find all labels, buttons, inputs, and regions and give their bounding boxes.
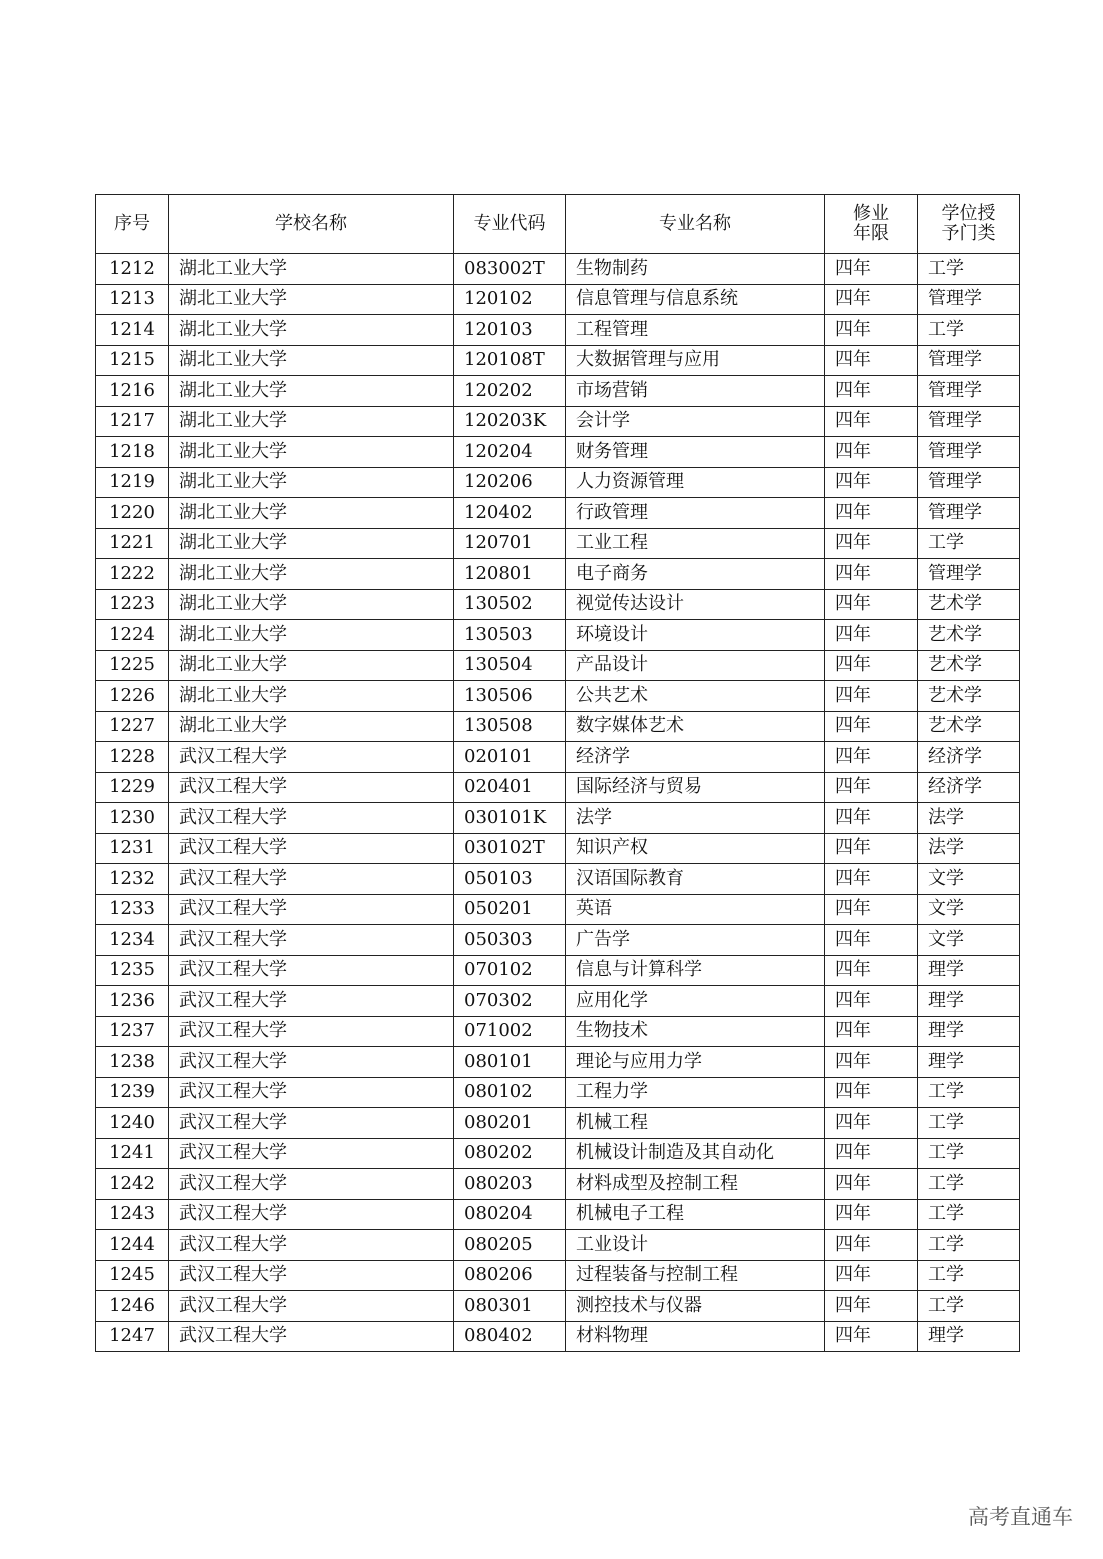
cell-degree: 文学 xyxy=(918,864,1020,895)
table-row xyxy=(96,1321,1020,1352)
cell-degree: 工学 xyxy=(918,254,1020,285)
cell-years: 四年 xyxy=(825,1321,918,1352)
cell-years: 四年 xyxy=(825,345,918,376)
cell-years: 四年 xyxy=(825,1199,918,1230)
cell-code: 130502 xyxy=(454,589,566,620)
cell-degree: 管理学 xyxy=(918,498,1020,529)
table-row xyxy=(96,1138,1020,1169)
cell-school: 武汉工程大学 xyxy=(169,894,454,925)
cell-degree: 工学 xyxy=(918,1169,1020,1200)
cell-code: 120203K xyxy=(454,406,566,437)
cell-major: 知识产权 xyxy=(566,833,825,864)
cell-seq: 1225 xyxy=(96,650,169,681)
table-row xyxy=(96,864,1020,895)
cell-seq: 1246 xyxy=(96,1291,169,1322)
cell-major: 测控技术与仪器 xyxy=(566,1291,825,1322)
cell-major: 材料成型及控制工程 xyxy=(566,1169,825,1200)
cell-years: 四年 xyxy=(825,559,918,590)
header-years-line2: 年限 xyxy=(853,223,889,244)
cell-years: 四年 xyxy=(825,498,918,529)
cell-seq: 1221 xyxy=(96,528,169,559)
header-years-line1: 修业 xyxy=(853,203,889,225)
cell-school: 湖北工业大学 xyxy=(169,437,454,468)
table-row xyxy=(96,1169,1020,1200)
table-row xyxy=(96,986,1020,1017)
cell-seq: 1242 xyxy=(96,1169,169,1200)
cell-school: 武汉工程大学 xyxy=(169,1230,454,1261)
cell-seq: 1223 xyxy=(96,589,169,620)
cell-years: 四年 xyxy=(825,284,918,315)
cell-major: 机械电子工程 xyxy=(566,1199,825,1230)
table-row xyxy=(96,345,1020,376)
cell-degree: 艺术学 xyxy=(918,650,1020,681)
header-seq: 序号 xyxy=(96,195,169,254)
cell-school: 湖北工业大学 xyxy=(169,528,454,559)
table-row xyxy=(96,955,1020,986)
cell-school: 湖北工业大学 xyxy=(169,711,454,742)
cell-major: 人力资源管理 xyxy=(566,467,825,498)
table-row xyxy=(96,1199,1020,1230)
cell-degree: 工学 xyxy=(918,315,1020,346)
cell-code: 030102T xyxy=(454,833,566,864)
cell-school: 武汉工程大学 xyxy=(169,803,454,834)
cell-seq: 1241 xyxy=(96,1138,169,1169)
cell-school: 武汉工程大学 xyxy=(169,1260,454,1291)
cell-seq: 1222 xyxy=(96,559,169,590)
cell-seq: 1229 xyxy=(96,772,169,803)
cell-school: 武汉工程大学 xyxy=(169,1016,454,1047)
cell-major: 产品设计 xyxy=(566,650,825,681)
cell-school: 武汉工程大学 xyxy=(169,1138,454,1169)
cell-major: 汉语国际教育 xyxy=(566,864,825,895)
cell-school: 湖北工业大学 xyxy=(169,254,454,285)
cell-code: 020101 xyxy=(454,742,566,773)
cell-seq: 1215 xyxy=(96,345,169,376)
cell-degree: 理学 xyxy=(918,955,1020,986)
table-row xyxy=(96,315,1020,346)
cell-degree: 工学 xyxy=(918,1108,1020,1139)
cell-seq: 1230 xyxy=(96,803,169,834)
cell-degree: 工学 xyxy=(918,1138,1020,1169)
cell-code: 080205 xyxy=(454,1230,566,1261)
cell-code: 120206 xyxy=(454,467,566,498)
cell-seq: 1247 xyxy=(96,1321,169,1352)
cell-code: 120402 xyxy=(454,498,566,529)
cell-school: 武汉工程大学 xyxy=(169,1077,454,1108)
cell-code: 020401 xyxy=(454,772,566,803)
header-row xyxy=(96,195,1020,254)
table-row xyxy=(96,620,1020,651)
cell-degree: 理学 xyxy=(918,1321,1020,1352)
cell-seq: 1234 xyxy=(96,925,169,956)
table-row xyxy=(96,589,1020,620)
cell-years: 四年 xyxy=(825,1016,918,1047)
cell-code: 120102 xyxy=(454,284,566,315)
table-row xyxy=(96,406,1020,437)
cell-code: 080206 xyxy=(454,1260,566,1291)
cell-major: 市场营销 xyxy=(566,376,825,407)
majors-table xyxy=(95,194,1020,1352)
cell-degree: 工学 xyxy=(918,1260,1020,1291)
cell-seq: 1240 xyxy=(96,1108,169,1139)
cell-seq: 1244 xyxy=(96,1230,169,1261)
cell-degree: 法学 xyxy=(918,833,1020,864)
cell-code: 070302 xyxy=(454,986,566,1017)
cell-major: 材料物理 xyxy=(566,1321,825,1352)
cell-seq: 1220 xyxy=(96,498,169,529)
cell-major: 过程装备与控制工程 xyxy=(566,1260,825,1291)
cell-years: 四年 xyxy=(825,1047,918,1078)
cell-school: 武汉工程大学 xyxy=(169,1169,454,1200)
cell-years: 四年 xyxy=(825,803,918,834)
cell-years: 四年 xyxy=(825,620,918,651)
cell-years: 四年 xyxy=(825,925,918,956)
cell-degree: 理学 xyxy=(918,1016,1020,1047)
cell-school: 湖北工业大学 xyxy=(169,315,454,346)
cell-degree: 工学 xyxy=(918,1199,1020,1230)
table-row xyxy=(96,498,1020,529)
cell-major: 工程力学 xyxy=(566,1077,825,1108)
cell-major: 数字媒体艺术 xyxy=(566,711,825,742)
cell-seq: 1212 xyxy=(96,254,169,285)
table-row xyxy=(96,528,1020,559)
cell-major: 电子商务 xyxy=(566,559,825,590)
cell-degree: 艺术学 xyxy=(918,711,1020,742)
cell-code: 083002T xyxy=(454,254,566,285)
cell-years: 四年 xyxy=(825,711,918,742)
table-row xyxy=(96,1291,1020,1322)
cell-major: 理论与应用力学 xyxy=(566,1047,825,1078)
cell-seq: 1224 xyxy=(96,620,169,651)
cell-years: 四年 xyxy=(825,864,918,895)
cell-school: 武汉工程大学 xyxy=(169,1321,454,1352)
cell-school: 武汉工程大学 xyxy=(169,1291,454,1322)
cell-years: 四年 xyxy=(825,376,918,407)
cell-major: 广告学 xyxy=(566,925,825,956)
cell-years: 四年 xyxy=(825,772,918,803)
cell-years: 四年 xyxy=(825,742,918,773)
cell-school: 湖北工业大学 xyxy=(169,681,454,712)
header-school: 学校名称 xyxy=(169,195,454,254)
cell-seq: 1219 xyxy=(96,467,169,498)
cell-degree: 法学 xyxy=(918,803,1020,834)
table-row xyxy=(96,833,1020,864)
cell-code: 080201 xyxy=(454,1108,566,1139)
cell-school: 武汉工程大学 xyxy=(169,925,454,956)
cell-years: 四年 xyxy=(825,589,918,620)
cell-years: 四年 xyxy=(825,1077,918,1108)
cell-years: 四年 xyxy=(825,986,918,1017)
cell-code: 070102 xyxy=(454,955,566,986)
cell-major: 公共艺术 xyxy=(566,681,825,712)
cell-seq: 1214 xyxy=(96,315,169,346)
table-row xyxy=(96,650,1020,681)
cell-degree: 文学 xyxy=(918,894,1020,925)
cell-seq: 1218 xyxy=(96,437,169,468)
cell-code: 080202 xyxy=(454,1138,566,1169)
cell-code: 120202 xyxy=(454,376,566,407)
cell-school: 武汉工程大学 xyxy=(169,833,454,864)
cell-degree: 管理学 xyxy=(918,467,1020,498)
cell-degree: 经济学 xyxy=(918,742,1020,773)
cell-years: 四年 xyxy=(825,315,918,346)
cell-major: 机械设计制造及其自动化 xyxy=(566,1138,825,1169)
cell-school: 湖北工业大学 xyxy=(169,559,454,590)
cell-code: 130506 xyxy=(454,681,566,712)
table-row xyxy=(96,681,1020,712)
cell-school: 湖北工业大学 xyxy=(169,406,454,437)
header-years xyxy=(825,195,918,254)
cell-years: 四年 xyxy=(825,1138,918,1169)
table-row xyxy=(96,467,1020,498)
cell-years: 四年 xyxy=(825,1260,918,1291)
cell-years: 四年 xyxy=(825,254,918,285)
cell-seq: 1227 xyxy=(96,711,169,742)
table-row xyxy=(96,559,1020,590)
cell-code: 071002 xyxy=(454,1016,566,1047)
cell-school: 湖北工业大学 xyxy=(169,650,454,681)
cell-seq: 1235 xyxy=(96,955,169,986)
cell-years: 四年 xyxy=(825,1291,918,1322)
cell-major: 应用化学 xyxy=(566,986,825,1017)
cell-code: 050103 xyxy=(454,864,566,895)
header-major: 专业名称 xyxy=(566,195,825,254)
cell-major: 英语 xyxy=(566,894,825,925)
cell-years: 四年 xyxy=(825,650,918,681)
header-degree xyxy=(918,195,1020,254)
table-row xyxy=(96,1108,1020,1139)
cell-major: 法学 xyxy=(566,803,825,834)
cell-code: 120108T xyxy=(454,345,566,376)
cell-school: 湖北工业大学 xyxy=(169,376,454,407)
cell-years: 四年 xyxy=(825,467,918,498)
cell-code: 120801 xyxy=(454,559,566,590)
cell-code: 080101 xyxy=(454,1047,566,1078)
header-degree-line2: 予门类 xyxy=(941,223,996,244)
table-row xyxy=(96,1047,1020,1078)
cell-seq: 1231 xyxy=(96,833,169,864)
cell-seq: 1239 xyxy=(96,1077,169,1108)
cell-code: 080102 xyxy=(454,1077,566,1108)
header-degree-line1: 学位授 xyxy=(941,203,996,225)
cell-school: 湖北工业大学 xyxy=(169,498,454,529)
table-row xyxy=(96,925,1020,956)
cell-seq: 1236 xyxy=(96,986,169,1017)
table-row xyxy=(96,894,1020,925)
cell-years: 四年 xyxy=(825,1230,918,1261)
cell-code: 130503 xyxy=(454,620,566,651)
cell-major: 大数据管理与应用 xyxy=(566,345,825,376)
table-row xyxy=(96,803,1020,834)
cell-major: 财务管理 xyxy=(566,437,825,468)
cell-school: 湖北工业大学 xyxy=(169,620,454,651)
table-row xyxy=(96,1077,1020,1108)
table-row xyxy=(96,1260,1020,1291)
cell-seq: 1217 xyxy=(96,406,169,437)
cell-major: 工业设计 xyxy=(566,1230,825,1261)
cell-degree: 艺术学 xyxy=(918,681,1020,712)
cell-school: 武汉工程大学 xyxy=(169,955,454,986)
header-code: 专业代码 xyxy=(454,195,566,254)
cell-school: 武汉工程大学 xyxy=(169,986,454,1017)
cell-years: 四年 xyxy=(825,406,918,437)
cell-school: 武汉工程大学 xyxy=(169,1199,454,1230)
cell-degree: 管理学 xyxy=(918,406,1020,437)
cell-seq: 1213 xyxy=(96,284,169,315)
watermark-text: 高考直通车 xyxy=(968,1505,1073,1529)
cell-major: 工程管理 xyxy=(566,315,825,346)
cell-seq: 1232 xyxy=(96,864,169,895)
cell-school: 武汉工程大学 xyxy=(169,864,454,895)
cell-code: 130508 xyxy=(454,711,566,742)
cell-seq: 1226 xyxy=(96,681,169,712)
cell-major: 信息与计算科学 xyxy=(566,955,825,986)
cell-school: 湖北工业大学 xyxy=(169,345,454,376)
cell-code: 050201 xyxy=(454,894,566,925)
table-body xyxy=(96,254,1020,1352)
cell-years: 四年 xyxy=(825,1169,918,1200)
table-row xyxy=(96,376,1020,407)
cell-major: 工业工程 xyxy=(566,528,825,559)
table-row xyxy=(96,772,1020,803)
cell-degree: 理学 xyxy=(918,1047,1020,1078)
table-row xyxy=(96,254,1020,285)
cell-major: 经济学 xyxy=(566,742,825,773)
cell-major: 国际经济与贸易 xyxy=(566,772,825,803)
cell-degree: 管理学 xyxy=(918,376,1020,407)
cell-code: 050303 xyxy=(454,925,566,956)
table-row xyxy=(96,1230,1020,1261)
table-row xyxy=(96,711,1020,742)
cell-years: 四年 xyxy=(825,1108,918,1139)
cell-degree: 艺术学 xyxy=(918,589,1020,620)
cell-degree: 经济学 xyxy=(918,772,1020,803)
cell-degree: 工学 xyxy=(918,528,1020,559)
cell-years: 四年 xyxy=(825,894,918,925)
cell-school: 湖北工业大学 xyxy=(169,284,454,315)
cell-seq: 1243 xyxy=(96,1199,169,1230)
table-row xyxy=(96,437,1020,468)
cell-school: 湖北工业大学 xyxy=(169,589,454,620)
cell-major: 行政管理 xyxy=(566,498,825,529)
cell-code: 130504 xyxy=(454,650,566,681)
cell-code: 120204 xyxy=(454,437,566,468)
cell-seq: 1238 xyxy=(96,1047,169,1078)
cell-major: 机械工程 xyxy=(566,1108,825,1139)
cell-code: 030101K xyxy=(454,803,566,834)
cell-years: 四年 xyxy=(825,437,918,468)
cell-degree: 文学 xyxy=(918,925,1020,956)
cell-major: 生物技术 xyxy=(566,1016,825,1047)
cell-degree: 管理学 xyxy=(918,345,1020,376)
cell-code: 120701 xyxy=(454,528,566,559)
cell-school: 武汉工程大学 xyxy=(169,772,454,803)
cell-major: 环境设计 xyxy=(566,620,825,651)
cell-code: 080402 xyxy=(454,1321,566,1352)
cell-degree: 工学 xyxy=(918,1230,1020,1261)
cell-years: 四年 xyxy=(825,528,918,559)
cell-degree: 管理学 xyxy=(918,437,1020,468)
cell-seq: 1245 xyxy=(96,1260,169,1291)
cell-seq: 1216 xyxy=(96,376,169,407)
cell-code: 080301 xyxy=(454,1291,566,1322)
cell-school: 武汉工程大学 xyxy=(169,742,454,773)
cell-degree: 工学 xyxy=(918,1291,1020,1322)
cell-years: 四年 xyxy=(825,681,918,712)
cell-degree: 工学 xyxy=(918,1077,1020,1108)
cell-code: 120103 xyxy=(454,315,566,346)
cell-major: 生物制药 xyxy=(566,254,825,285)
cell-major: 信息管理与信息系统 xyxy=(566,284,825,315)
cell-school: 湖北工业大学 xyxy=(169,467,454,498)
cell-school: 武汉工程大学 xyxy=(169,1108,454,1139)
cell-degree: 管理学 xyxy=(918,559,1020,590)
cell-years: 四年 xyxy=(825,955,918,986)
cell-seq: 1228 xyxy=(96,742,169,773)
cell-seq: 1237 xyxy=(96,1016,169,1047)
table-row xyxy=(96,284,1020,315)
table-row xyxy=(96,1016,1020,1047)
cell-major: 会计学 xyxy=(566,406,825,437)
cell-school: 武汉工程大学 xyxy=(169,1047,454,1078)
cell-code: 080204 xyxy=(454,1199,566,1230)
cell-degree: 管理学 xyxy=(918,284,1020,315)
cell-major: 视觉传达设计 xyxy=(566,589,825,620)
cell-degree: 理学 xyxy=(918,986,1020,1017)
cell-years: 四年 xyxy=(825,833,918,864)
cell-degree: 艺术学 xyxy=(918,620,1020,651)
cell-code: 080203 xyxy=(454,1169,566,1200)
table-row xyxy=(96,742,1020,773)
cell-seq: 1233 xyxy=(96,894,169,925)
